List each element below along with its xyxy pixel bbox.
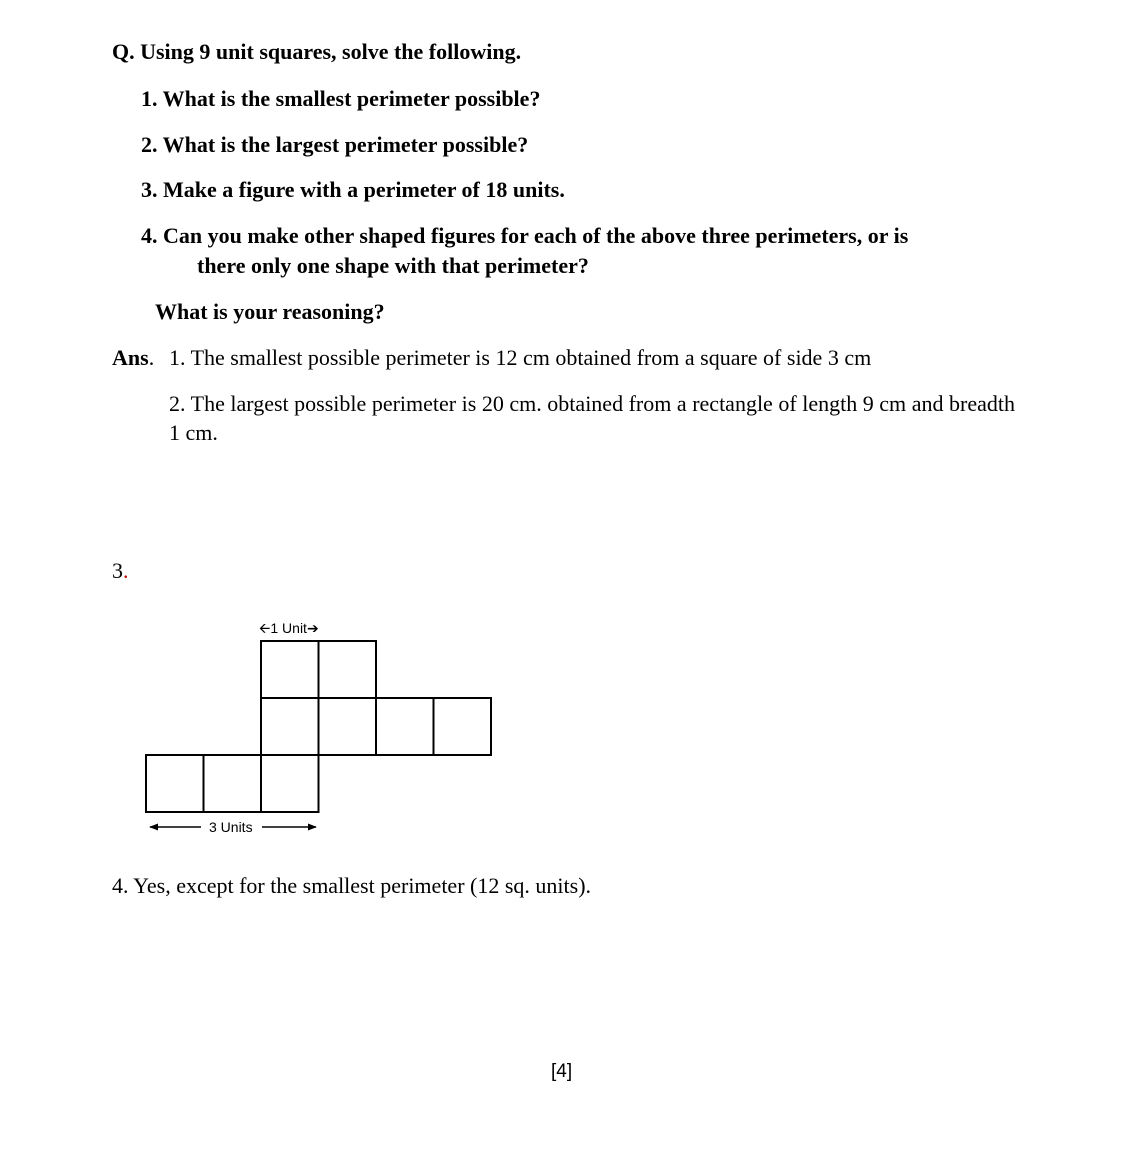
question-reasoning: What is your reasoning? [155, 299, 385, 324]
answer-4: 4. Yes, except for the smallest perimeter (12 sq. units). [112, 873, 592, 898]
unit-squares-grid [146, 641, 491, 812]
question-item-4-cont: there only one shape with that perimeter? [197, 253, 589, 278]
arrow-right-icon: ➔ [306, 620, 319, 636]
unit-square [376, 698, 434, 755]
unit-square [319, 641, 377, 698]
question-title: Q. Using 9 unit squares, solve the following. [112, 39, 522, 64]
unit-square [434, 698, 492, 755]
question-item-3: 3. Make a figure with a perimeter of 18 units. [141, 177, 565, 202]
unit-square [319, 698, 377, 755]
question-item-2: 2. What is the largest perimeter possible? [141, 132, 529, 157]
answer-label-dot: . [148, 345, 155, 370]
unit-label-text: 1 Unit [270, 620, 307, 636]
page-number: [4] [551, 1061, 573, 1082]
answer-3-num: 3 [112, 558, 123, 583]
answer-label: Ans [112, 345, 149, 370]
units-label: 3 Units [209, 819, 253, 835]
question-item-4: 4. Can you make other shaped figures for each of the above three perimeters, or is [141, 223, 909, 248]
unit-label [259, 619, 319, 637]
answer-3-dot: . [123, 558, 129, 583]
unit-square [261, 641, 319, 698]
unit-square [261, 698, 319, 755]
arrow-left-icon: 🡨 [259, 620, 271, 636]
unit-square [146, 755, 204, 812]
answer-1: 1. The smallest possible perimeter is 12 cm obtained from a square of side 3 cm [169, 345, 872, 370]
unit-square [261, 755, 319, 812]
question-item-1: 1. What is the smallest perimeter possible? [141, 86, 541, 111]
unit-square [204, 755, 262, 812]
answer-2: 2. The largest possible perimeter is 20 cm. obtained from a rectangle of length 9 cm and breadth 1 cm. [169, 391, 1015, 445]
